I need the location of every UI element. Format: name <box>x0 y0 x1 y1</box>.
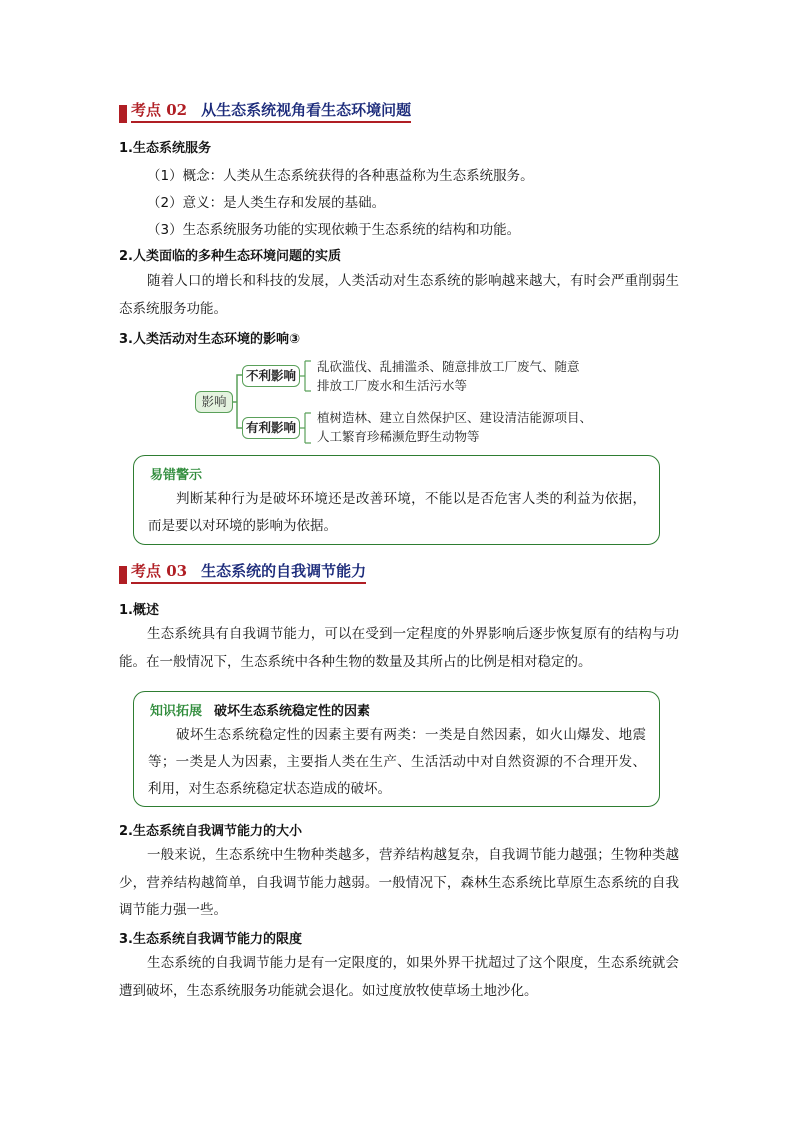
heading-capacity-limit: 3.生态系统自我调节能力的限度 <box>119 932 302 947</box>
heading-overview: 1.概述 <box>119 603 159 618</box>
knowledge-extension-box <box>133 691 660 807</box>
heading-capacity-size: 2.生态系统自我调节能力的大小 <box>119 824 302 839</box>
extension-label: 知识拓展 <box>150 704 203 719</box>
extension-subtitle: 破坏生态系统稳定性的因素 <box>214 704 371 719</box>
section-title: 生态系统的自我调节能力 <box>201 562 367 580</box>
section-marker <box>119 105 127 123</box>
section-title: 从生态系统视角看生态环境问题 <box>201 101 412 119</box>
list-item: （1）概念：人类从生态系统获得的各种惠益称为生态系统服务。 <box>147 168 534 184</box>
section-02-header <box>119 99 411 123</box>
negative-impact-text-1: 乱砍滥伐、乱捕滥杀、随意排放工厂废气、随意 <box>317 359 580 374</box>
list-item: （2）意义：是人类生存和发展的基础。 <box>147 195 386 211</box>
extension-box-body: 破坏生态系统稳定性的因素主要有两类：一类是自然因素，如火山爆发、地震等；一类是人为因素，主要指人类在生产、生活活动中对自然资源的不合理开发、利用，对生态系统稳定状态造成的破坏。 <box>148 727 646 797</box>
positive-impact-text-2: 人工繁育珍稀濒危野生动物等 <box>317 429 480 444</box>
paragraph: 生态系统具有自我调节能力，可以在受到一定程度的外界影响后逐步恢复原有的结构与功能。在一般情况下，生态系统中各种生物的数量及其所占的比例是相对稳定的。 <box>119 626 679 670</box>
positive-impact-text-1: 植树造林、建立自然保护区、建设清洁能源项目、 <box>317 410 593 425</box>
paragraph: 生态系统的自我调节能力是有一定限度的，如果外界干扰超过了这个限度，生态系统就会遭到破坏，生态系统服务功能就会退化。如过度放牧使草场土地沙化。 <box>119 955 679 999</box>
section-03-header <box>119 560 366 584</box>
diagram-root-node: 影响 <box>195 391 233 413</box>
extension-box-title <box>150 700 370 719</box>
list-item: （3）生态系统服务功能的实现依赖于生态系统的结构和功能。 <box>147 222 521 238</box>
impact-diagram <box>195 355 615 445</box>
warning-box-title: 易错警示 <box>150 468 203 483</box>
paragraph: 一般来说，生态系统中生物种类越多，营养结构越复杂，自我调节能力越强；生物种类越少，营养结构越简单，自我调节能力越弱。一般情况下，森林生态系统比草原生态系统的自我调节能力强一些。 <box>119 847 679 918</box>
heading-ecosystem-services: 1.生态系统服务 <box>119 141 211 156</box>
negative-impact-text-2: 排放工厂废水和生活污水等 <box>317 378 468 393</box>
diagram-node-negative: 不利影响 <box>242 365 300 387</box>
brace-icon <box>299 355 319 445</box>
heading-env-problems: 2.人类面临的多种生态环境问题的实质 <box>119 249 341 264</box>
section-code: 考点 03 <box>131 562 188 580</box>
paragraph: 随着人口的增长和科技的发展，人类活动对生态系统的影响越来越大，有时会严重削弱生态系统服务功能。 <box>119 273 679 317</box>
heading-human-impact: 3.人类活动对生态环境的影响③ <box>119 332 300 347</box>
diagram-node-positive: 有利影响 <box>242 417 300 439</box>
section-code: 考点 02 <box>131 101 188 119</box>
warning-box <box>133 455 660 545</box>
warning-box-body: 判断某种行为是破坏环境还是改善环境，不能以是否危害人类的利益为依据，而是要以对环境的影响为依据。 <box>148 491 646 534</box>
section-marker <box>119 566 127 584</box>
